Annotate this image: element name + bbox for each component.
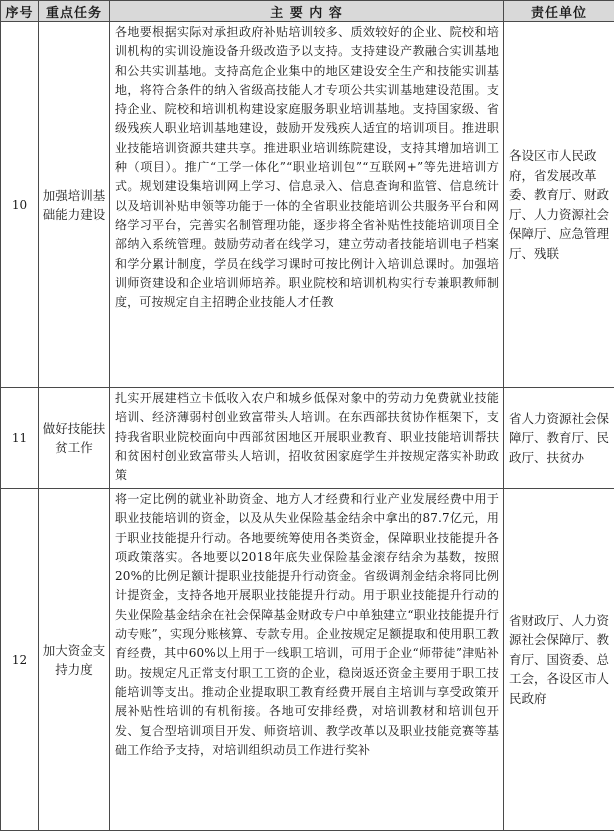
table-header-row (1, 1, 614, 22)
row-number: 11 (1, 388, 39, 489)
row-content: 扎实开展建档立卡低收入农户和城乡低保对象中的劳动力免费就业技能培训、经济薄弱村创业致富带头人培训。在东西部扶贫协作框架下，支持我省职业院校面向中西部贫困地区开展职业教育、职业技能培训帮扶和贫困村创业致富带头人培训，招收贫困家庭学生并按规定落实补助政策 (110, 388, 504, 489)
row-task: 加大资金支持力度 (39, 489, 110, 831)
table-row (1, 22, 614, 388)
row-content: 各地要根据实际对承担政府补贴培训较多、质效较好的企业、院校和培训机构的实训设施设备升级改造予以支持。支持建设产教融合实训基地和公共实训基地。支持高危企业集中的地区建设安全生产和技能实训基地，将符合条件的纳入省级高技能人才专项公共实训基地建设范围。支持企业、院校和培训机构建设家庭服务职业培训基地。支持国家级、省级残疾人职业培训基地建设，鼓励开发残疾人适宜的培训项目。推进职业技能培训资源共建共享。推进职业培训练院建设，支持其增加培训工种（项目）。推广“工学一体化”“职业培训包”“互联网+”等先进培训方式。规划建设集培训网上学习、信息录入、信息查询和监管、信息统计以及培训补贴申领等功能于一体的全省职业技能培训公共服务平台和网络学习平台，完善实名制管理功能，逐步将全省补贴性技能培训项目全部纳入系统管理。鼓励劳动者在线学习，建立劳动者技能培训电子档案和学分累计制度，学员在线学习课时可按比例计入培训总课时。加强培训师资建设和企业培训师培养。职业院校和培训机构实行专兼职教师制度，可按规定自主招聘企业技能人才任教 (110, 22, 504, 388)
row-task: 加强培训基础能力建设 (39, 22, 110, 388)
row-content: 将一定比例的就业补助资金、地方人才经费和行业产业发展经费中用于职业技能培训的资金，以及从失业保险基金结余中拿出的87.7亿元，用于职业技能提升行动。各地要统筹使用各类资金，保障职业技能提升各项政策落实。各地要以2018年底失业保险基金滚存结余为基数，按照20%的比例足额计提职业技能提升行动资金。省级调剂金结余将同比例计提资金，支持各地开展职业技能提升行动。用于职业技能提升行动的失业保险基金结余在社会保障基金财政专户中单独建立“职业技能提升行动专账”，实现分账核算、专款专用。企业按规定足额提取和使用职工教育经费，其中60%以上用于一线职工培训，可用于企业“师带徒”津贴补助。按规定凡正常支付职工工资的企业，稳岗返还资金主要用于职工技能培训等支出。推动企业提取职工教育经费开展自主培训与享受政策开展补贴性培训的有机衔接。各地可安排经费，对培训教材和培训包开发、复合型培训项目开发、师资培训、教学改革以及职业技能竞赛等基础工作给予支持，对培训组织动员工作进行奖补 (110, 489, 504, 831)
row-number: 12 (1, 489, 39, 831)
table-row (1, 388, 614, 489)
row-responsible-unit: 省财政厅、人力资源社会保障厅、教育厅、国资委、总工会，各设区市人民政府 (504, 489, 614, 831)
table-row (1, 489, 614, 831)
row-task: 做好技能扶贫工作 (39, 388, 110, 489)
row-number: 10 (1, 22, 39, 388)
header-unit: 责任单位 (504, 1, 614, 22)
header-task: 重点任务 (39, 1, 110, 22)
header-no: 序号 (1, 1, 39, 22)
row-responsible-unit: 省人力资源社会保障厅、教育厅、民政厅、扶贫办 (504, 388, 614, 489)
header-content: 主 要 内 容 (110, 1, 504, 22)
row-responsible-unit: 各设区市人民政府，省发展改革委、教育厅、财政厅、人力资源社会保障厅、应急管理厅、残联 (504, 22, 614, 388)
